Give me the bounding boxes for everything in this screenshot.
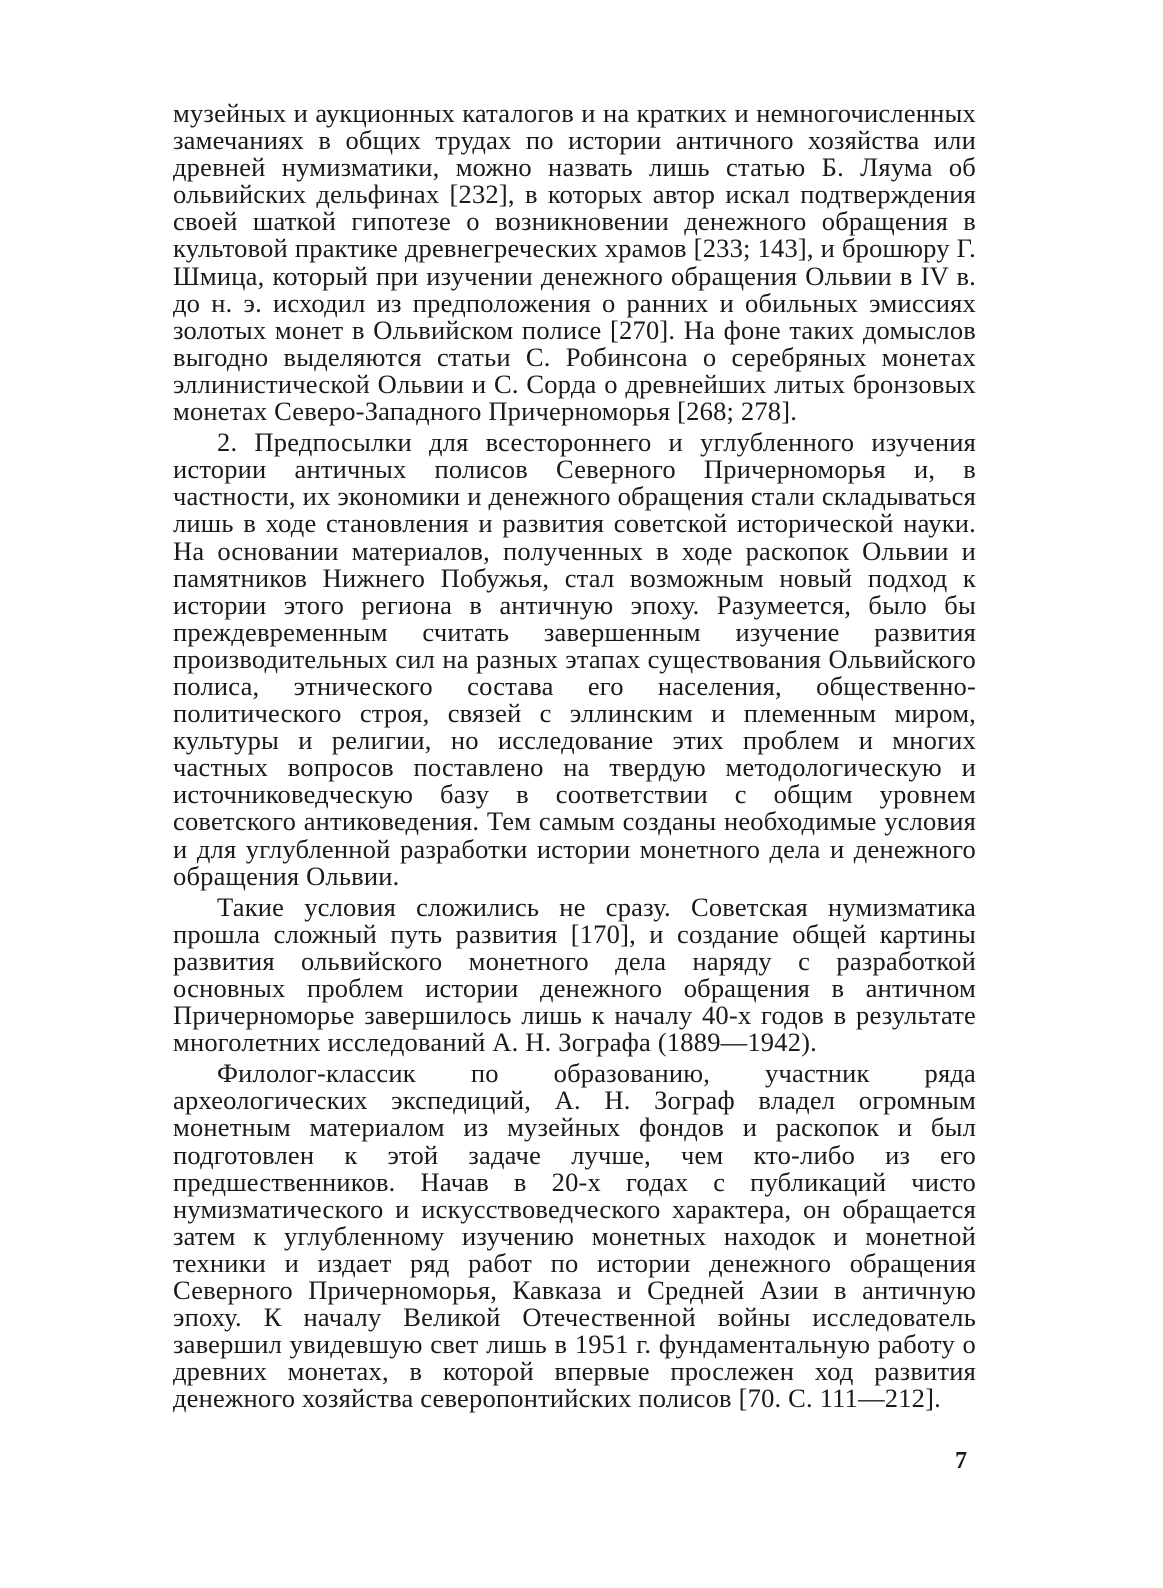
paragraph-4: Филолог-классик по образованию, участник ряда археологических экспедиций, А. Н. Зограф владел огромным монетным материалом из музейных фондов и раскопок и был подготовлен к этой задаче лучше, чем кто-либо из его предшественников. Начав в 20-х годах с публикаций чисто нумизматического и искусствоведческого характера, он обращается затем к углубленному изучению монетных находок и монетной техники и издает ряд работ по истории денежного обращения Северного Причерноморья, Кавказа и Средней Азии в античную эпоху. К началу Великой Отечественной войны исследователь завершил увидевшую свет лишь в 1951 г. фундаментальную работу о древних монетах, в которой впервые прослежен ход развития денежного хозяйства северопонтийских полисов [70. С. 111—212]. bbox=[173, 1058, 976, 1414]
page-number: 7 bbox=[955, 1448, 967, 1474]
paragraph-1: музейных и аукционных каталогов и на кратких и немногочисленных замечаниях в общих трудах по истории античного хозяйства или древней нумизматики, можно назвать лишь статью Б. Ляума об ольвийских дельфинах [232], в которых автор искал подтверждения своей шаткой гипотезе о возникновении денежного обращения в культовой практике древнегреческих храмов [233; 143], и брошюру Г. Шмица, который при изучении денежного обращения Ольвии в IV в. до н. э. исходил из предположения о ранних и обильных эмиссиях золотых монет в Ольвийском полисе [270]. На фоне таких домыслов выгодно выделяются статьи С. Робинсона о серебряных монетах эллинистической Ольвии и С. Сорда о древнейших литых бронзовых монетах Северо-Западного Причерноморья [268; 278]. bbox=[173, 98, 976, 427]
paragraph-2: 2. Предпосылки для всестороннего и углубленного изучения истории античных полисов Северного Причерноморья и, в частности, их экономики и денежного обращения стали складываться лишь в ходе становления и развития советской исторической науки. На основании материалов, полученных в ходе раскопок Ольвии и памятников Нижнего Побужья, стал возможным новый подход к истории этого региона в античную эпоху. Разумеется, было бы преждевременным считать завершенным изучение развития производительных сил на разных этапах существования Ольвийского полиса, этнического состава его населения, общественно-политического строя, связей с эллинским и племенным миром, культуры и религии, но исследование этих проблем и многих частных вопросов поставлено на твердую методологическую и источниковедческую базу в соответствии с общим уровнем советского антиковедения. Тем самым созданы необходимые условия и для углубленной разработки истории монетного дела и денежного обращения Ольвии. bbox=[173, 427, 976, 891]
page-body bbox=[173, 100, 976, 1413]
paragraph-3: Такие условия сложились не сразу. Советская нумизматика прошла сложный путь развития [170], и создание общей картины развития ольвийского монетного дела наряду с разработкой основных проблем истории денежного обращения в античном Причерноморье завершилось лишь к началу 40-х годов в результате многолетних исследований А. Н. Зографа (1889—1942). bbox=[173, 891, 976, 1058]
